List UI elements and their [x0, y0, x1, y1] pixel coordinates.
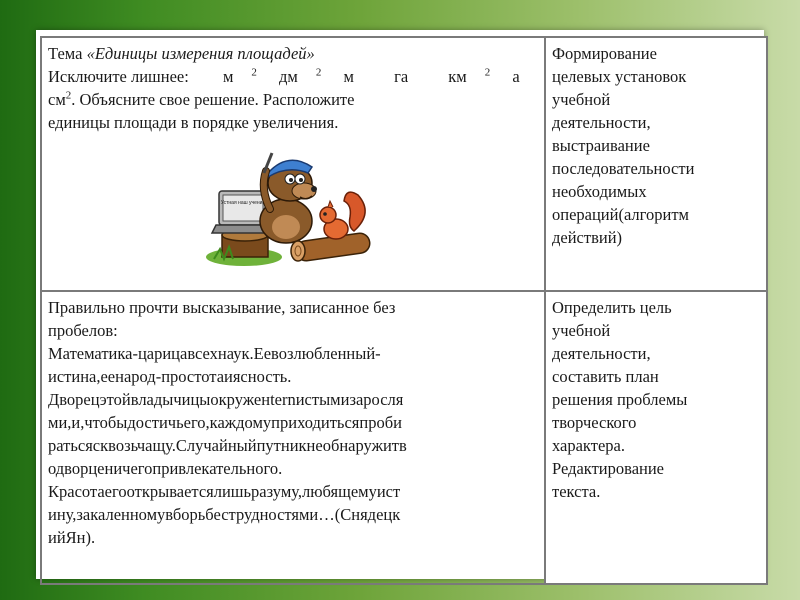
- quote-line: истина,еенарод-простотаиясность.: [48, 367, 292, 386]
- task-prefix: Исключите лишнее:: [48, 67, 189, 86]
- task-cell-quote: [41, 291, 545, 584]
- goal-cell-1: [545, 37, 767, 291]
- quote-line: Красотаегооткрываетсялишьразуму,любящемуист: [48, 482, 401, 501]
- unit-item: м: [343, 67, 354, 86]
- quote-line: ийЯн).: [48, 528, 96, 547]
- goal-text-2: Определить цель учебной деятельности, составить план решения проблемы творческого характера. Редактирование текста.: [552, 298, 688, 501]
- goal-cell-2: [545, 291, 767, 584]
- quote-line: ратьсясквозьчащу.Случайныйпутникнеобнаружитв: [48, 436, 407, 455]
- table-row: [41, 291, 767, 584]
- table-row: [41, 37, 767, 291]
- laptop-screen-text: Устная наш учение: [220, 200, 266, 206]
- cartoon-bear-with-laptop-and-squirrel-icon: [204, 139, 384, 267]
- unit-item: га: [394, 67, 409, 86]
- quote-line: одворценичегопривлекательного.: [48, 459, 283, 478]
- topic-line: [48, 42, 538, 65]
- quote-line: Правильно прочти высказывание, записанное без: [48, 298, 396, 317]
- quote-line: Дворецэтойвладычицыокруженternистымизаросля: [48, 390, 404, 409]
- topic-prefix: Тема: [48, 44, 87, 63]
- topic-title: «Единицы измерения площадей»: [86, 44, 315, 63]
- slide: [36, 30, 764, 579]
- task-cell-units: [41, 37, 545, 291]
- unit-item: а: [512, 67, 520, 86]
- unit-item: км $^2$: [448, 66, 491, 86]
- task-line-3: единицы площади в порядке увеличения.: [48, 113, 339, 132]
- quote-line: Математика-царицавсехнаук.Еевозлюбленный-: [48, 344, 381, 363]
- quote-line: ми,и,чтобыдостичьего,каждомуприходитьсяпроби: [48, 413, 402, 432]
- task-line-2: $см^2$. Объясните свое решение. Расположите: [48, 89, 355, 109]
- quote-line: пробелов:: [48, 321, 118, 340]
- units-line: [48, 65, 538, 88]
- unit-item: дм $^2$: [279, 66, 322, 86]
- quote-line: ину,закаленномувборьбеструдностями…(Снядецк: [48, 505, 401, 524]
- goal-text-1: Формирование целевых установок учебной деятельности, выстраивание последовательности необходимых операций(алгоритм действий): [552, 44, 695, 247]
- lesson-table: [40, 36, 768, 585]
- unit-item: м $^2$: [222, 66, 257, 86]
